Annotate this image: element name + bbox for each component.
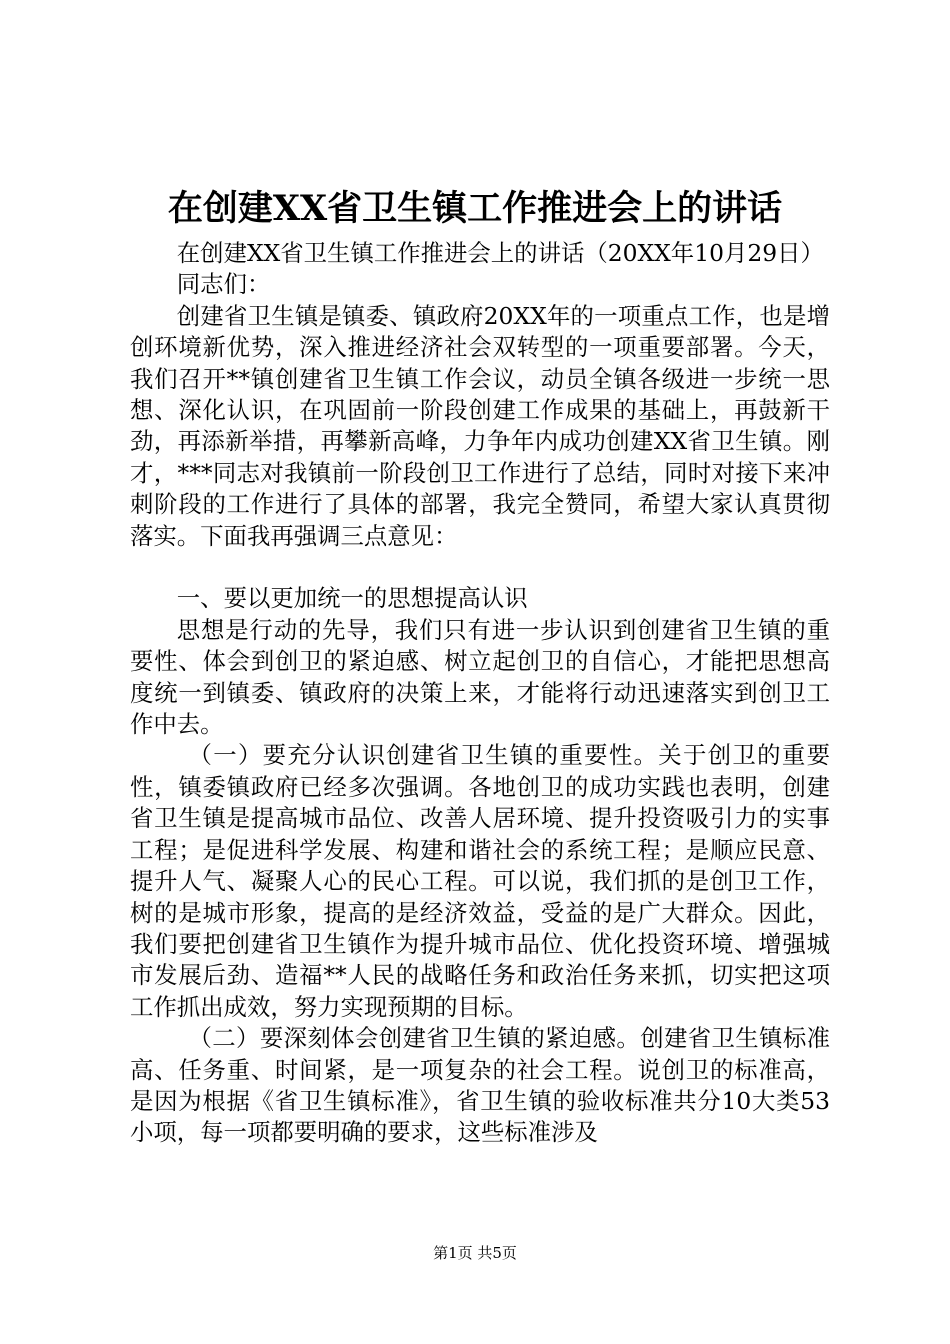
paragraph-section-1: 思想是行动的先导，我们只有进一步认识到创建省卫生镇的重要性、体会到创卫的紧迫感、树立起创卫的自信心，才能把思想高度统一到镇委、镇政府的决策上来，才能将行动迅速落实到创卫工作中去。: [130, 615, 830, 739]
paragraph-subtitle: 在创建XX省卫生镇工作推进会上的讲话（20XX年10月29日）: [176, 239, 824, 267]
paragraph-subsection-1: （一）要充分认识创建省卫生镇的重要性。关于创卫的重要性，镇委镇政府已经多次强调。各地创卫的成功实践也表明，创建省卫生镇是提高城市品位、改善人居环境、提升投资吸引力的实事工程；是促进科学发展、构建和谐社会的系统工程；是顺应民意、提升人气、凝聚人心的民心工程。可以说，我们抓的是创卫工作，树的是城市形象，提高的是经济效益，受益的是广大群众。因此，我们要把创建省卫生镇作为提升城市品位、优化投资环境、增强城市发展后劲、造福**人民的战略任务和政治任务来抓，切实把这项工作抓出成效，努力实现预期的目标。: [130, 741, 830, 1021]
document-title: 在创建XX省卫生镇工作推进会上的讲话: [167, 188, 783, 229]
document-body: [130, 238, 830, 1149]
paragraph-salutation: 同志们：: [176, 270, 271, 299]
paragraph-subsection-2: （二）要深刻体会创建省卫生镇的紧迫感。创建省卫生镇标准高、任务重、时间紧，是一项复杂的社会工程。说创卫的标准高，是因为根据《省卫生镇标准》，省卫生镇的验收标准共分10大类53小项，每一项都要明确的要求，这些标准涉及: [130, 1024, 830, 1147]
section-heading-1: 一、要以更加统一的思想提高认识: [176, 584, 528, 613]
paragraph-intro: 创建省卫生镇是镇委、镇政府20XX年的一项重点工作，也是增创环境新优势，深入推进经济社会双转型的一项重要部署。今天，我们召开**镇创建省卫生镇工作会议，动员全镇各级进一步统一思想、深化认识，在巩固前一阶段创建工作成果的基础上，再鼓新干劲，再添新举措，再攀新高峰，力争年内成功创建XX省卫生镇。刚才，***同志对我镇前一阶段创卫工作进行了总结，同时对接下来冲刺阶段的工作进行了具体的部署，我完全赞同，希望大家认真贯彻落实。下面我再强调三点意见：: [130, 301, 830, 550]
page-number-footer: 第1页 共5页: [433, 1244, 517, 1262]
